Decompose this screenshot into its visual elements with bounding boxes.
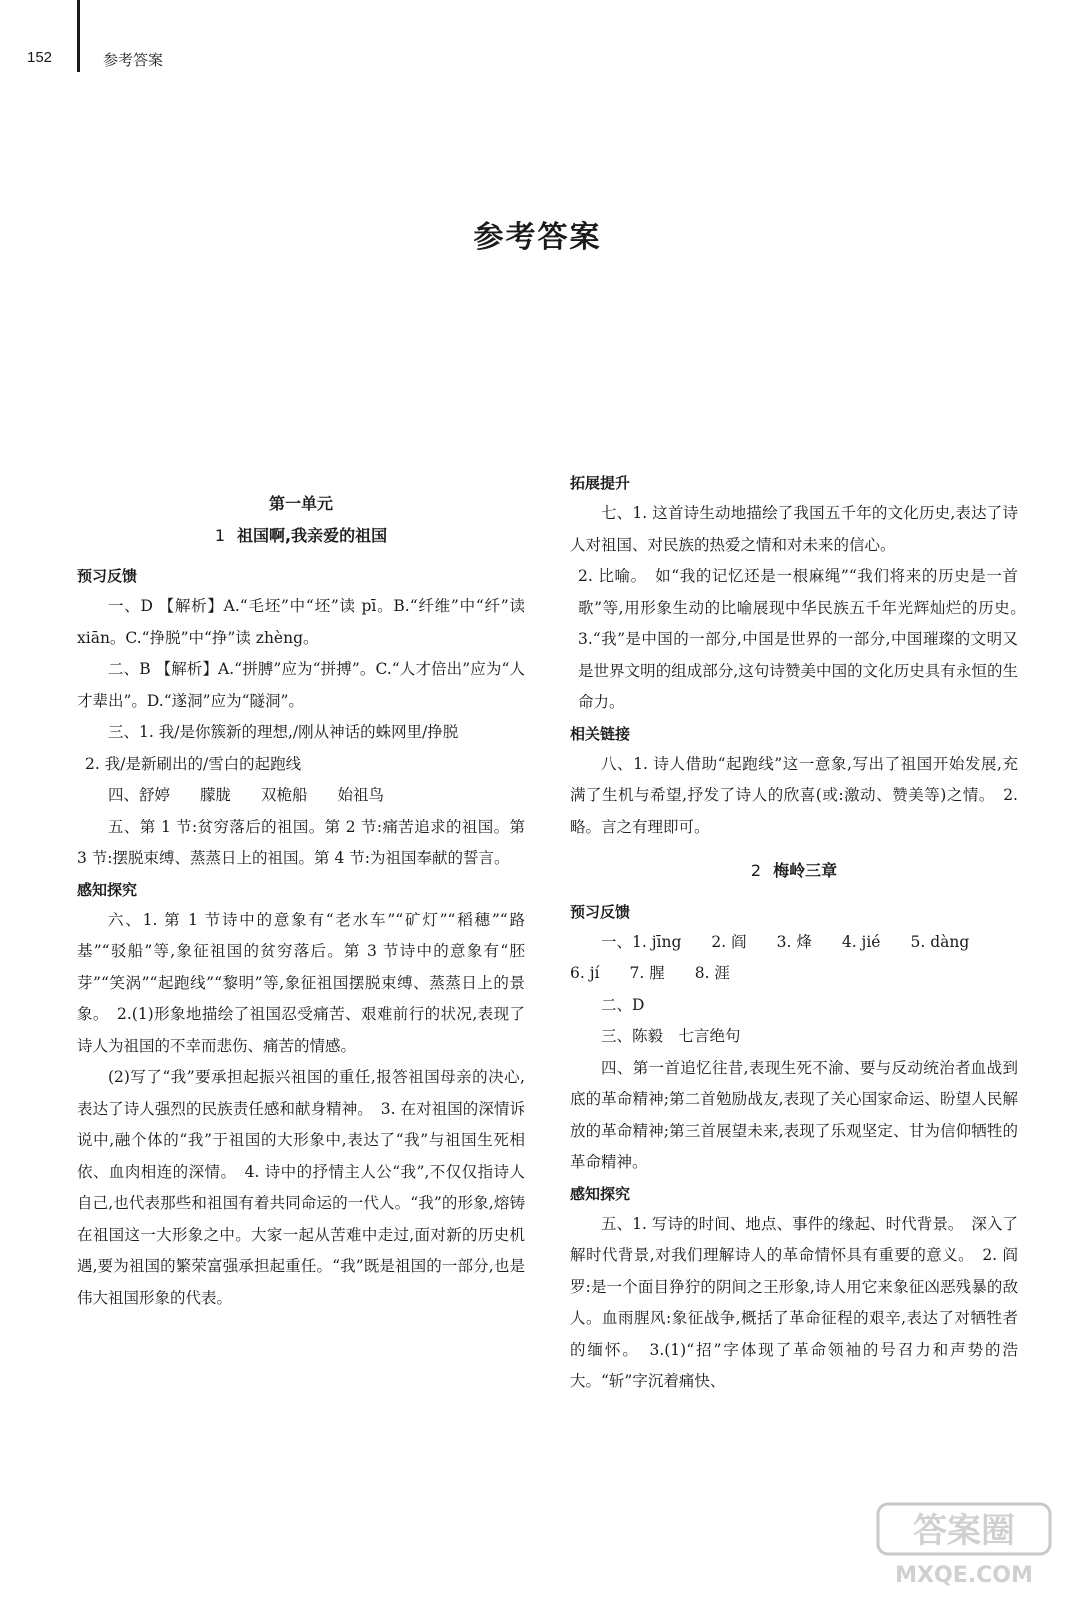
header-rule (77, 0, 80, 72)
page-number: 152 (27, 49, 53, 66)
lesson-number: 1 (214, 525, 226, 545)
answer-paragraph: 三、1. 我/是你簇新的理想,/刚从神话的蛛网里/挣脱 (108, 723, 459, 741)
watermark-logo (870, 1500, 1060, 1590)
answer-item: 2. 阎 (711, 932, 747, 951)
lesson-name: 祖国啊,我亲爱的祖国 (237, 525, 388, 545)
lesson-title (77, 520, 525, 552)
page-title: 参考答案 (473, 220, 602, 255)
answer-item: 一、1. jīng (601, 932, 682, 951)
answer-item: 四、舒婷 (108, 786, 171, 804)
watermark-text-top: 答案圈 (913, 1511, 1015, 1551)
left-column (77, 468, 525, 1314)
answer-list (570, 927, 1018, 959)
answer-paragraph: 三、陈毅 七言绝句 (601, 1027, 741, 1045)
answer-paragraph: 四、第一首追忆往昔,表现生死不渝、要与反动统治者血战到底的革命精神;第二首勉励战友,表现了关心国家命运、盼望人民解放的革命精神;第三首展望未来,表现了乐观坚定、甘为信仰牺牲的革命精神。 (570, 1058, 1018, 1171)
answer-list (570, 958, 1018, 990)
answer-item: 4. jié (841, 932, 881, 951)
section-heading-extend: 拓展提升 (570, 474, 631, 492)
answer-item: 5. dàng (910, 932, 970, 951)
answer-paragraph: 二、D (601, 995, 645, 1014)
answer-paragraph: 一、D 【解析】A.“毛坯”中“坯”读 pī。B.“纤维”中“纤”读 xiān。C.“挣脱”中“挣”读 zhèng。 (77, 597, 525, 647)
answer-item: 朦胧 (200, 786, 232, 804)
answer-paragraph: 2. 我/是新刷出的/雪白的起跑线 (85, 754, 302, 773)
answer-item: 始祖鸟 (337, 786, 385, 804)
watermark-text-bottom: MXQE.COM (895, 1563, 1033, 1588)
section-heading-explore: 感知探究 (570, 1184, 631, 1203)
answer-item: 8. 涯 (694, 964, 730, 982)
answer-paragraph: (2)写了“我”要承担起振兴祖国的重任,报答祖国母亲的决心,表达了诗人强烈的民族责任感和献身精神。 3. 在对祖国的深情诉说中,融个体的“我”于祖国的大形象中,表达了“我”与祖国生死相依、血肉相连的深情。 4. 诗中的抒情主人公“我”,不仅仅指诗人自己,也代表那些和祖国有着共同命运的一代人。“我”的形象,熔铸在祖国这一大形象之中。大家一起从苦难中走过,面对新的历史机遇,要为祖国的繁荣富强承担起重任。“我”既是祖国的一部分,也是伟大祖国形象的代表。 (77, 1068, 525, 1307)
answer-item: 3. 烽 (776, 932, 812, 951)
section-heading-explore: 感知探究 (77, 880, 138, 899)
answer-item: 6. jí (570, 964, 600, 982)
answer-paragraph: 二、B 【解析】A.“拼膊”应为“拼搏”。C.“人才倍出”应为“人才辈出”。D.“遂洞”应为“隧洞”。 (77, 660, 525, 710)
answer-item: 双桅船 (261, 786, 308, 804)
answer-paragraph: 六、1. 第 1 节诗中的意象有“老水车”“矿灯”“稻穗”“路基”“驳船”等,象征祖国的贫穷落后。第 3 节诗中的意象有“胚芽”“笑涡”“起跑线”“黎明”等,象征祖国摆脱束缚、蒸蒸日上的景象。 2.(1)形象地描绘了祖国忍受痛苦、艰难前行的状况,表现了诗人为祖国的不幸而悲伤、痛苦的情感。 (77, 910, 525, 1055)
running-title: 参考答案 (103, 51, 164, 69)
answer-item: 7. 腥 (629, 964, 665, 982)
section-heading-preview: 预习反馈 (77, 567, 138, 585)
answer-list (77, 780, 525, 812)
lesson-number: 2 (750, 861, 762, 880)
answer-paragraph: 八、1. 诗人借助“起跑线”这一意象,写出了祖国开始发展,充满了生机与希望,抒发了诗人的欣喜(或:激动、赞美等)之情。 2. 略。言之有理即可。 (570, 754, 1018, 836)
unit-title: 第一单元 (268, 494, 333, 513)
section-heading-link: 相关链接 (570, 724, 631, 743)
answer-paragraph: 七、1. 这首诗生动地描绘了我国五千年的文化历史,表达了诗人对祖国、对民族的热爱之情和对未来的信心。 (570, 504, 1018, 554)
answer-paragraph: 五、第 1 节:贫穷落后的祖国。第 2 节:痛苦追求的祖国。第 3 节:摆脱束缚、蒸蒸日上的祖国。第 4 节:为祖国奉献的誓言。 (77, 817, 525, 867)
lesson-title (570, 855, 1018, 887)
section-heading-preview: 预习反馈 (570, 902, 631, 921)
answer-paragraph: 2. 比喻。 如“我的记忆还是一根麻绳”“我们将来的历史是一首歌”等,用形象生动的比喻展现中华民族五千年光辉灿烂的历史。 3.“我”是中国的一部分,中国是世界的一部分,中国璀璨的文明又是世界文明的组成部分,这句诗赞美中国的文化历史具有永恒的生命力。 (578, 567, 1034, 711)
lesson-name: 梅岭三章 (773, 861, 838, 880)
answer-paragraph: 五、1. 写诗的时间、地点、事件的缘起、时代背景。 深入了解时代背景,对我们理解诗人的革命情怀具有重要的意义。 2. 阎罗:是一个面目狰狞的阴间之王形象,诗人用它来象征凶恶残暴的敌人。血雨腥风:象征战争,概括了革命征程的艰辛,表达了对牺牲者的缅怀。 3.(1)“招”字体现了革命领袖的号召力和声势的浩大。“斩”字沉着痛快、 (570, 1214, 1018, 1390)
right-column (570, 468, 1034, 1398)
